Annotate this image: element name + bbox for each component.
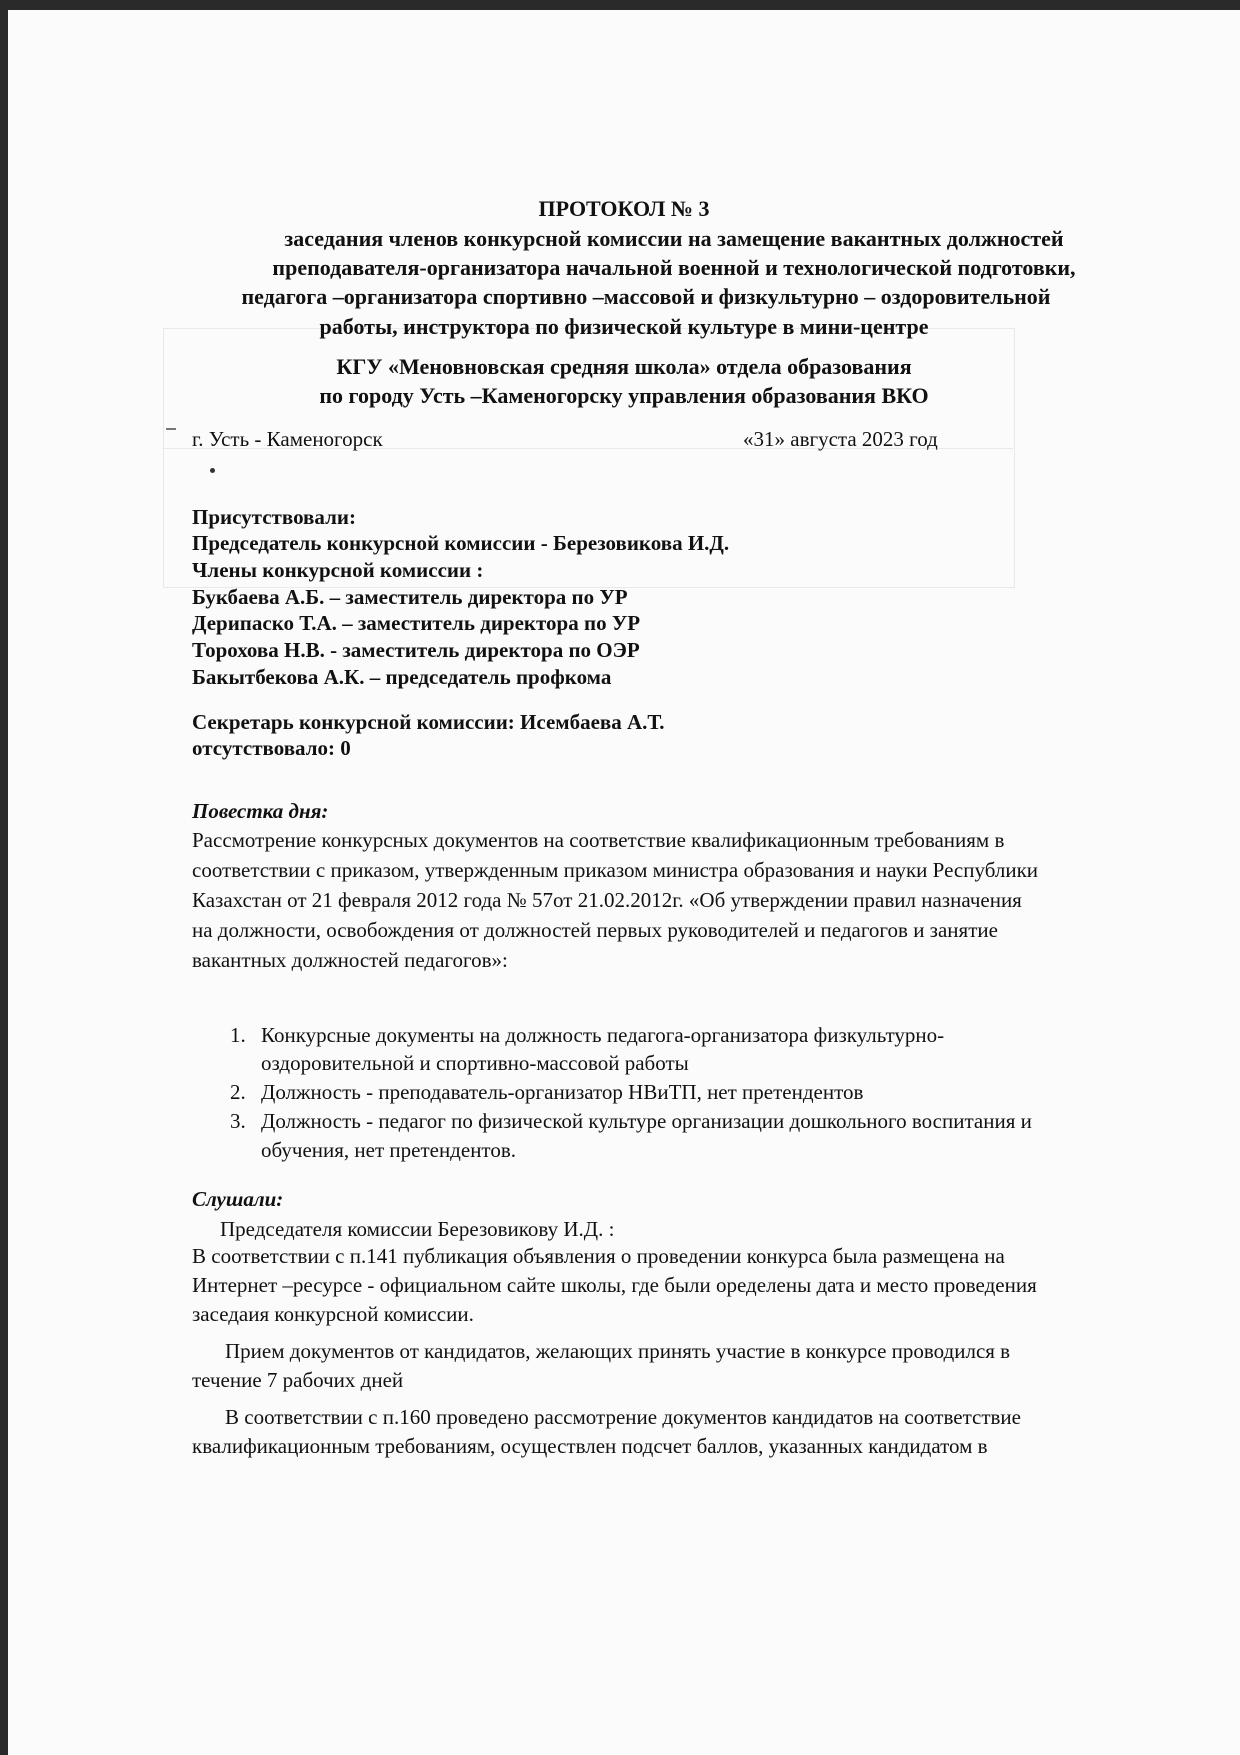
heard-heading: Слушали: <box>192 1187 284 1211</box>
agenda-item-number: 3. <box>230 1109 246 1133</box>
city: г. Усть - Каменогорск <box>192 427 383 451</box>
absent-line: отсутствовало: 0 <box>192 736 351 760</box>
subtitle-line-3: педагога –организатора спортивно –массовой и физкультурно – оздоровительной <box>241 284 1051 309</box>
attendance-heading: Присутствовали: <box>192 505 356 529</box>
subtitle-line-2: преподавателя-организатора начальной военной и технологической подготовки, <box>272 255 1076 280</box>
heard-text-line: Прием документов от кандидатов, желающих принять участие в конкурсе проводился в <box>225 1339 1011 1363</box>
agenda-text-line: вакантных должностей педагогов»: <box>192 948 508 972</box>
members-heading: Члены конкурсной комиссии : <box>192 558 484 582</box>
scan-tick-mark <box>166 428 176 430</box>
heard-text-line: заседаия конкурсной комиссии. <box>192 1302 474 1326</box>
member-line: Букбаева А.Б. – заместитель директора по УР <box>192 585 628 609</box>
heard-text-line: Интернет –ресурсе - официальном сайте школы, где были оределены дата и место проведения <box>192 1273 1037 1297</box>
chair-line: Председатель конкурсной комиссии - Березовикова И.Д. <box>192 531 730 555</box>
org-line-1: КГУ «Меновновская средняя школа» отдела образования <box>336 354 912 379</box>
heard-text-line: В соответствии с п.141 публикация объявления о проведении конкурса была размещена на <box>192 1244 1005 1268</box>
agenda-item-text: Должность - педагог по физической культуре организации дошкольного воспитания и <box>261 1109 1032 1133</box>
page-title: ПРОТОКОЛ № 3 <box>538 196 710 221</box>
agenda-text-line: на должности, освобождения от должностей первых руководителей и педагогов и занятие <box>192 918 998 942</box>
subtitle-line-1: заседания членов конкурсной комиссии на замещение вакантных должностей <box>284 226 1064 251</box>
subtitle-line-4: работы, инструктора по физической культуре в мини-центре <box>319 314 929 339</box>
heard-text-line: течение 7 рабочих дней <box>192 1368 404 1392</box>
member-line: Дерипаско Т.А. – заместитель директора по УР <box>192 611 641 635</box>
agenda-text-line: Рассмотрение конкурсных документов на соответствие квалификационным требованиям в <box>192 828 1005 852</box>
agenda-item-text: Должность - преподаватель-организатор НВиТП, нет претендентов <box>261 1080 864 1104</box>
secretary-line: Секретарь конкурсной комиссии: Исембаева А.Т. <box>192 710 665 734</box>
speaker-line: Председателя комиссии Березовикову И.Д. : <box>220 1217 615 1241</box>
protocol-date: «31» августа 2023 год <box>743 427 938 451</box>
heard-text-line: В соответствии с п.160 проведено рассмотрение документов кандидатов на соответствие <box>225 1405 1021 1429</box>
heard-text-line: квалификационным требованиям, осуществлен подсчет баллов, указанных кандидатом в <box>192 1434 988 1458</box>
agenda-item-number: 2. <box>230 1080 246 1104</box>
member-line: Бакытбекова А.К. – председатель профкома <box>192 665 612 689</box>
agenda-item-text: обучения, нет претендентов. <box>261 1138 516 1162</box>
agenda-text-line: соответствии с приказом, утвержденным приказом министра образования и науки Республики <box>192 858 1039 882</box>
org-line-2: по городу Усть –Каменогорску управления образования ВКО <box>319 383 929 408</box>
agenda-heading: Повестка дня: <box>192 799 329 823</box>
scan-dot-mark <box>210 468 215 473</box>
member-line: Торохова Н.В. - заместитель директора по ОЭР <box>192 638 640 662</box>
agenda-item-text: Конкурсные документы на должность педагога-организатора физкультурно- <box>261 1023 945 1047</box>
agenda-text-line: Казахстан от 21 февраля 2012 года № 57от 21.02.2012г. «Об утверждении правил назначения <box>192 888 1022 912</box>
agenda-item-number: 1. <box>230 1023 246 1047</box>
document-page <box>8 10 1240 1755</box>
agenda-item-text: оздоровительной и спортивно-массовой работы <box>261 1051 689 1075</box>
